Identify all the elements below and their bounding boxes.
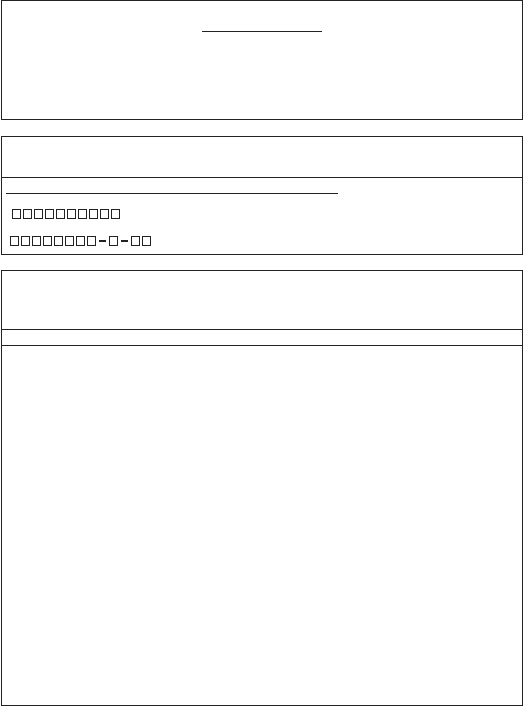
revenue-section-header [2, 271, 522, 330]
form-intro [16, 17, 508, 32]
tax-number-boxes[interactable] [10, 236, 153, 248]
revenue-section [1, 270, 523, 706]
revenue-subheading [2, 329, 522, 346]
taxpayer-name-row [6, 182, 338, 194]
taxpayer-section [1, 136, 523, 255]
tax-id-row [6, 209, 122, 221]
municipality-field[interactable] [202, 31, 322, 32]
form-header [1, 0, 523, 120]
tax-number-row [6, 236, 153, 248]
taxpayer-name-field[interactable] [6, 193, 338, 194]
taxpayer-section-header [2, 137, 522, 178]
tax-id-boxes[interactable] [12, 209, 122, 221]
